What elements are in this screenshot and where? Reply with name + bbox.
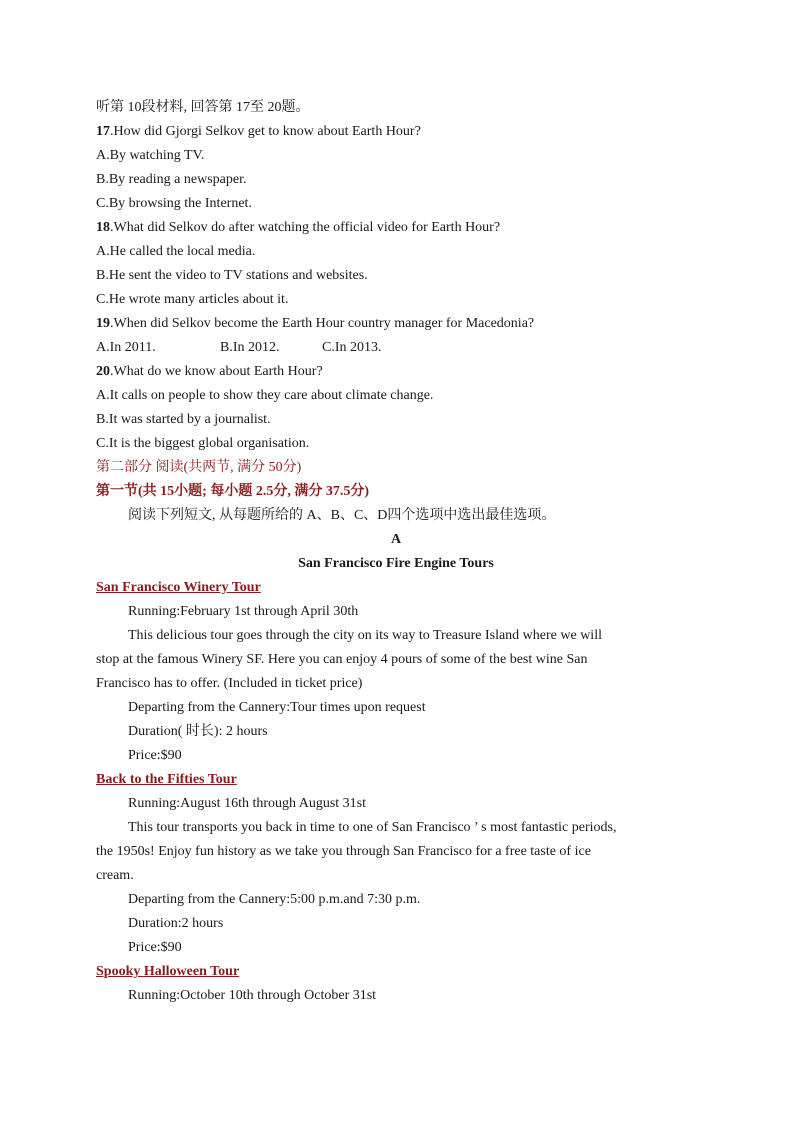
tour-desc-line: Francisco has to offer. (Included in ticket price) bbox=[96, 676, 363, 691]
option-18b: B.He sent the video to TV stations and websites. bbox=[96, 268, 368, 283]
option-20a: A.It calls on people to show they care about climate change. bbox=[96, 388, 434, 403]
option-17a: A.By watching TV. bbox=[96, 148, 205, 163]
question-text: .When did Selkov become the Earth Hour country manager for Macedonia? bbox=[110, 316, 535, 331]
passage-title: San Francisco Fire Engine Tours bbox=[298, 556, 494, 571]
option-19b: B.In 2012. bbox=[220, 340, 280, 355]
option-17b: B.By reading a newspaper. bbox=[96, 172, 247, 187]
tour-departing: Departing from the Cannery:Tour times upon request bbox=[128, 700, 426, 715]
question-number: 20 bbox=[96, 364, 110, 379]
question-number: 17 bbox=[96, 124, 110, 139]
listening-intro: 听第 10段材料, 回答第 17至 20题。 bbox=[96, 100, 310, 115]
part-title: 第二部分 阅读(共两节, 满分 50分) bbox=[96, 460, 302, 475]
tour-desc-line: stop at the famous Winery SF. Here you can enjoy 4 pours of some of the best wine San bbox=[96, 652, 588, 667]
question-text: .How did Gjorgi Selkov get to know about Earth Hour? bbox=[110, 124, 421, 139]
tour-running: Running:February 1st through April 30th bbox=[128, 604, 359, 619]
question-18 bbox=[96, 216, 696, 240]
tour-heading: San Francisco Winery Tour bbox=[96, 580, 261, 595]
question-19 bbox=[96, 312, 696, 336]
options-19 bbox=[96, 336, 696, 360]
tour-running: Running:August 16th through August 31st bbox=[128, 796, 367, 811]
tour-price: Price:$90 bbox=[128, 940, 182, 955]
option-19a: A.In 2011. bbox=[96, 340, 156, 355]
tour-duration: Duration:2 hours bbox=[128, 916, 224, 931]
option-20c: C.It is the biggest global organisation. bbox=[96, 436, 310, 451]
tour-duration: Duration( 时长): 2 hours bbox=[128, 724, 268, 739]
tour-desc-line: cream. bbox=[96, 868, 134, 883]
option-18a: A.He called the local media. bbox=[96, 244, 256, 259]
question-number: 19 bbox=[96, 316, 110, 331]
instruction: 阅读下列短文, 从每题所给的 A、B、C、D四个选项中选出最佳选项。 bbox=[128, 508, 556, 523]
option-18c: C.He wrote many articles about it. bbox=[96, 292, 289, 307]
question-17 bbox=[96, 120, 696, 144]
question-number: 18 bbox=[96, 220, 110, 235]
option-20b: B.It was started by a journalist. bbox=[96, 412, 271, 427]
tour-desc-line: This delicious tour goes through the city on its way to Treasure Island where we will bbox=[128, 628, 602, 643]
tour-heading: Spooky Halloween Tour bbox=[96, 964, 240, 979]
tour-heading: Back to the Fifties Tour bbox=[96, 772, 237, 787]
tour-desc-line: This tour transports you back in time to one of San Francisco ’ s most fantastic periods, bbox=[128, 820, 617, 835]
tour-desc-line: the 1950s! Enjoy fun history as we take you through San Francisco for a free taste of ice bbox=[96, 844, 591, 859]
section-title: 第一节(共 15小题; 每小题 2.5分, 满分 37.5分) bbox=[96, 484, 369, 499]
passage-letter: A bbox=[390, 532, 402, 547]
tour-price: Price:$90 bbox=[128, 748, 182, 763]
tour-running: Running:October 10th through October 31st bbox=[128, 988, 377, 1003]
option-19c: C.In 2013. bbox=[322, 340, 382, 355]
question-text: .What do we know about Earth Hour? bbox=[110, 364, 323, 379]
document-page bbox=[96, 96, 696, 1008]
question-text: .What did Selkov do after watching the official video for Earth Hour? bbox=[110, 220, 501, 235]
tour-departing: Departing from the Cannery:5:00 p.m.and 7:30 p.m. bbox=[128, 892, 421, 907]
option-17c: C.By browsing the Internet. bbox=[96, 196, 252, 211]
question-20 bbox=[96, 360, 696, 384]
